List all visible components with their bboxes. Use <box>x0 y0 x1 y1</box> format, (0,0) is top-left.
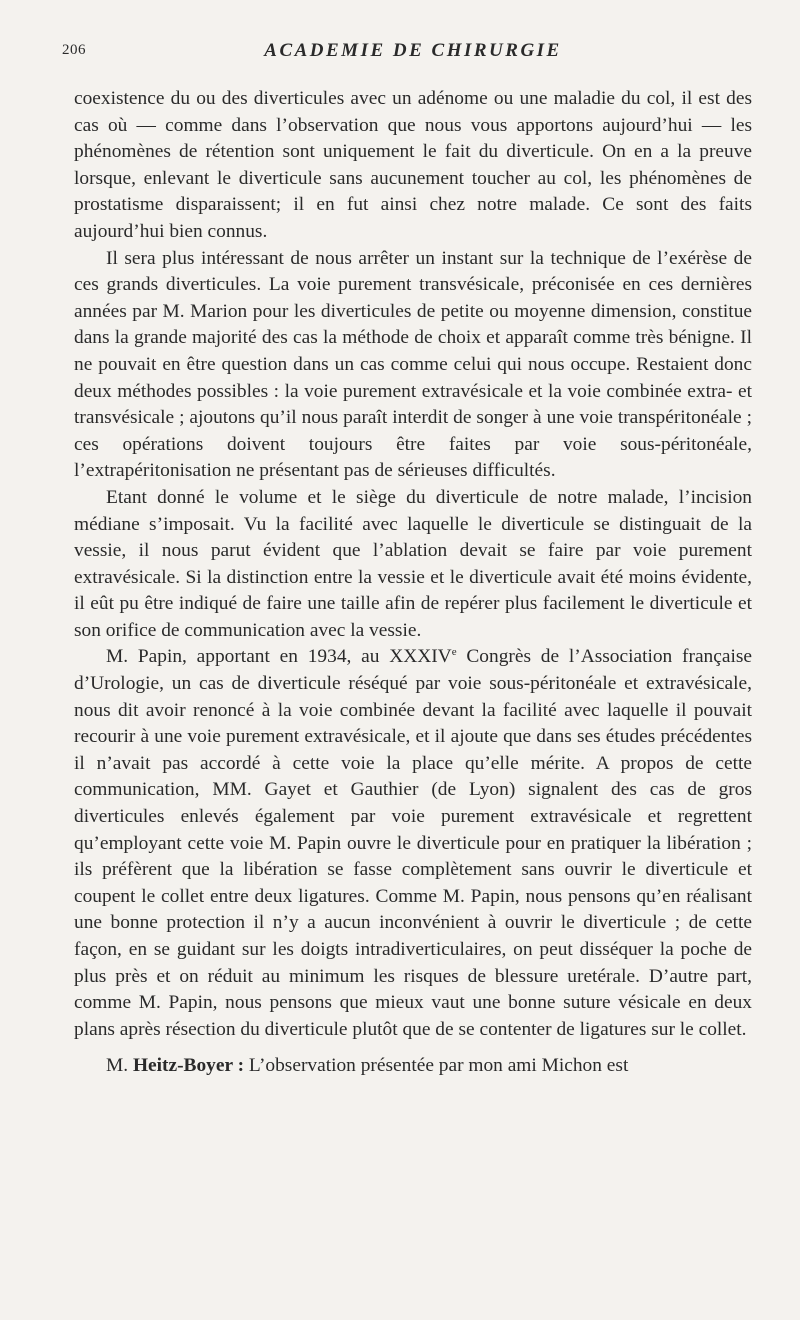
paragraph-incision: Etant donné le volume et le siège du diverticule de notre malade, l’incision médiane s’imposait. Vu la facilité avec laquelle le diverticule se distinguait de la vessie, il nous parut évident que l’ablation devait se faire par voie purement extravésicale. Si la distinction entre la vessie et le diverticule avait été moins évidente, il eût pu être indiqué de faire une taille afin de repérer plus facilement le diverticule et son orifice de communication avec la vessie. <box>74 486 752 641</box>
speaker-name: Heitz-Boyer : <box>132 1055 245 1077</box>
paragraph-technique: Il sera plus intéressant de nous arrêter un instant sur la technique de l’exérèse de ces grands diverticules. La voie purement transvésicale, préconisée en ces dernières années par M. Marion pour les diverticules de petite ou moyenne dimension, constitue dans la grande majorité des cas la méthode de choix et apparaît comme très bénigne. Il ne pouvait en être question dans un cas comme celui qui nous occupe. Restaient donc deux méthodes possibles : la voie purement extravésicale et la voie combinée extra- et transvésicale ; ajoutons qu’il nous paraît interdit de songer à une voie transpéritonéale ; ces opérations doivent toujours être faites par voie sous-péritonéale, l’extrapéritonisation ne présentant pas de sérieuses difficultés. <box>74 247 752 482</box>
papin-text-start: M. Papin, apportant en 1934, au XXXIV <box>106 646 452 668</box>
page-number: 206 <box>62 42 86 58</box>
page-header <box>62 40 752 70</box>
paragraph-continuation: coexistence du ou des diverticules avec un adénome ou une maladie du col, il est des cas où — comme dans l’observation que nous vous apportons aujourd’hui — les phénomènes de rétention sont uniquement le fait du diverticule. On en a la preuve lorsque, enlevant le diverticule sans aucunement toucher au col, les phénomènes de prostatisme disparaissent; il en fut ainsi chez notre malade. Ce sont des faits aujourd’hui bien connus. <box>74 88 752 242</box>
speaker-text: L’observation présentée par mon ami Michon est <box>244 1055 629 1077</box>
document-page <box>62 40 752 1080</box>
ordinal-superscript: e <box>451 646 457 659</box>
paragraph-papin <box>74 644 752 1043</box>
paragraph-heitz-boyer <box>74 1053 752 1080</box>
speaker-title: M. <box>106 1055 133 1077</box>
body-text <box>74 86 752 1080</box>
papin-text-rest: Congrès de l’Association française d’Urologie, un cas de diverticule réséqué par voie sous-péritonéale et extravésicale, nous dit avoir renoncé à la voie combinée devant la facilité avec laquelle il pouvait recourir à une voie purement extravésicale, et il ajoute que dans ses études précédentes il n’avait pas accordé à cette voie la place qu’elle mérite. A propos de cette communication, MM. Gayet et Gauthier (de Lyon) signalent des cas de gros diverticules enlevés également par voie purement extravésicale et regrettent qu’employant cette voie M. Papin ouvre le diverticule pour en pratiquer la libération ; ils préfèrent que la libération se fasse complètement sans ouvrir le diverticule et coupent le collet entre deux ligatures. Comme M. Papin, nous pensons qu’en réalisant une bonne protection il n’y a aucun inconvénient à ouvrir le diverticule ; de cette façon, en se guidant sur les doigts intradiverticulaires, on peut disséquer la poche de plus près et on réduit au minimum les risques de blessure uretérale. D’autre part, comme M. Papin, nous pensons que mieux vaut une bonne suture vésicale en deux plans après résection du diverticule plutôt que de se contenter de ligatures sur le collet. <box>74 646 752 1040</box>
running-title: ACADEMIE DE CHIRURGIE <box>264 40 562 61</box>
